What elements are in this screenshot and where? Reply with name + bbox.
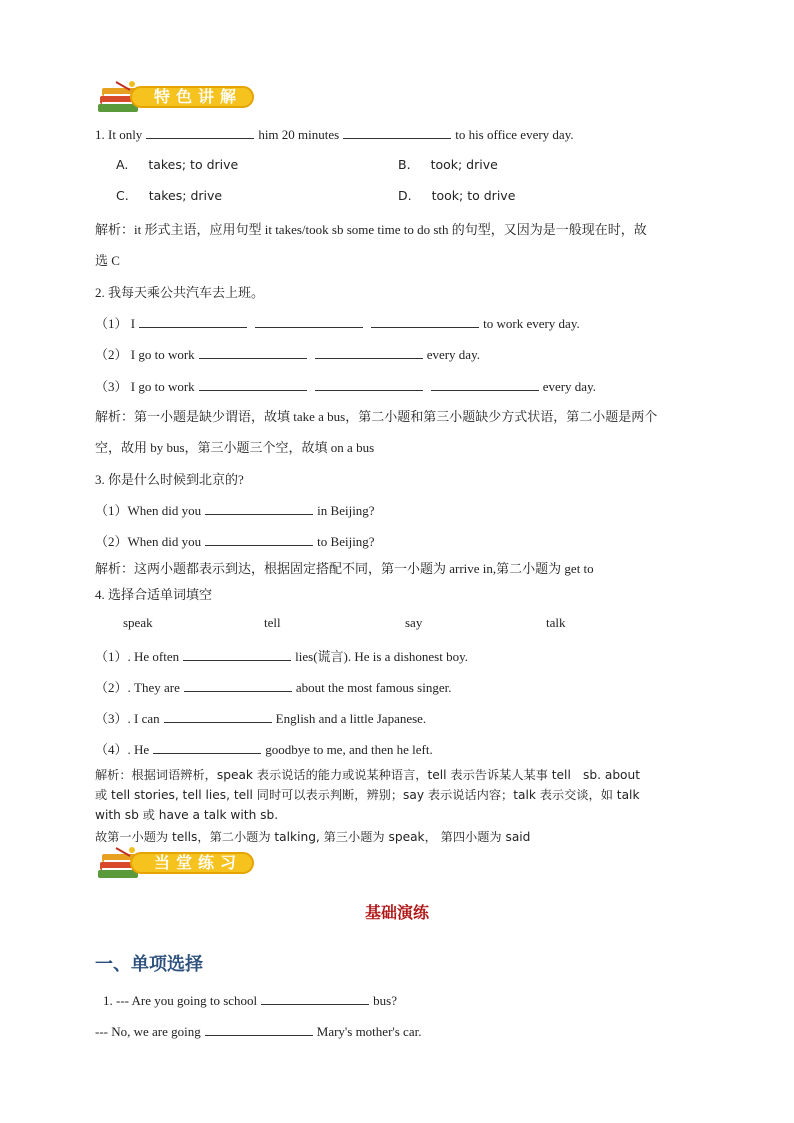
q1-option-c[interactable]: C. takes; drive (116, 188, 223, 203)
answer-blank[interactable] (261, 992, 369, 1005)
q3-analysis: 解析：这两小题都表示到达，根据固定搭配不同，第一小题为 arrive in,第二小题为 get to (95, 561, 594, 576)
answer-blank[interactable] (184, 679, 292, 692)
q3-title: 3. 你是什么时候到北京的? (95, 472, 244, 487)
answer-blank[interactable] (205, 1023, 313, 1036)
word-option-say: say (405, 615, 423, 630)
answer-blank[interactable] (153, 741, 261, 754)
answer-blank[interactable] (146, 126, 254, 139)
word-option-tell: tell (264, 615, 281, 630)
answer-blank[interactable] (183, 648, 291, 661)
basic-practice-title: 基础演练 (364, 903, 429, 922)
q3-line-1: （1）When did you in Beijing? (95, 503, 375, 518)
practice-badge (96, 846, 258, 882)
answer-blank[interactable] (164, 710, 272, 723)
answer-blank[interactable] (205, 533, 313, 546)
answer-blank[interactable] (371, 315, 479, 328)
q4-line-2: （2）. They are about the most famous singer. (95, 680, 452, 695)
exercise-1-line-1: 1. --- Are you going to school bus? (103, 993, 398, 1008)
exercise-1-line-2: --- No, we are going Mary's mother's car. (95, 1024, 422, 1039)
answer-blank[interactable] (255, 315, 363, 328)
q2-line-3: （3） I go to work every day. (95, 379, 596, 394)
q4-analysis-4: 故第一小题为 tells，第二小题为 talking, 第三小题为 speak， 第四小题为 said (95, 830, 531, 844)
q2-line-2: （2） I go to work every day. (95, 347, 480, 362)
q4-line-3: （3）. I can English and a little Japanese. (95, 711, 427, 726)
answer-blank[interactable] (199, 378, 307, 391)
q1-analysis: 解析：it 形式主语，应用句型 it takes/took sb some time to do sth 的句型，又因为是一般现在时，故 (95, 222, 647, 237)
q2-title: 2. 我每天乘公共汽车去上班。 (95, 285, 265, 300)
q4-title: 4. 选择合适单词填空 (95, 587, 213, 602)
q2-analysis: 解析：第一小题是缺少谓语，故填 take a bus，第二小题和第三小题缺少方式状语，第二小题是两个 (95, 409, 658, 424)
answer-blank[interactable] (431, 378, 539, 391)
q2-line-1: （1） I to work every day. (95, 316, 580, 331)
q1-stem: 1. It only him 20 minutes to his office every day. (95, 127, 574, 142)
answer-blank[interactable] (343, 126, 451, 139)
feature-badge-label: 特色讲解 (153, 87, 242, 106)
q4-analysis-1: 解析：根据词语辨析，speak 表示说话的能力或说某种语言，tell 表示告诉某人某事 tell sb. about (95, 768, 641, 782)
q4-line-4: （4）. He goodbye to me, and then he left. (95, 742, 433, 757)
q1-option-b[interactable]: B. took; drive (398, 157, 498, 172)
q4-line-1: （1）. He often lies(谎言). He is a dishonest boy. (95, 649, 468, 664)
word-option-talk: talk (546, 615, 566, 630)
q2-analysis-cont: 空，故用 by bus，第三小题三个空，故填 on a bus (95, 440, 375, 455)
section-heading: 一、单项选择 (95, 954, 203, 975)
q1-analysis-cont: 选 C (95, 253, 120, 268)
answer-blank[interactable] (315, 346, 423, 359)
q3-line-2: （2）When did you to Beijing? (95, 534, 375, 549)
answer-blank[interactable] (139, 315, 247, 328)
feature-badge (96, 80, 258, 116)
q4-analysis-3: with sb 或 have a talk with sb. (95, 808, 279, 822)
answer-blank[interactable] (315, 378, 423, 391)
q4-analysis-2: 或 tell stories, tell lies, tell 同时可以表示判断，辨别；say 表示说话内容；talk 表示交谈，如 talk (95, 788, 640, 802)
answer-blank[interactable] (199, 346, 307, 359)
answer-blank[interactable] (205, 502, 313, 515)
word-option-speak: speak (123, 615, 153, 630)
q1-option-a[interactable]: A. takes; to drive (116, 157, 239, 172)
practice-badge-label: 当堂练习 (153, 853, 242, 872)
q1-option-d[interactable]: D. took; to drive (398, 188, 516, 203)
